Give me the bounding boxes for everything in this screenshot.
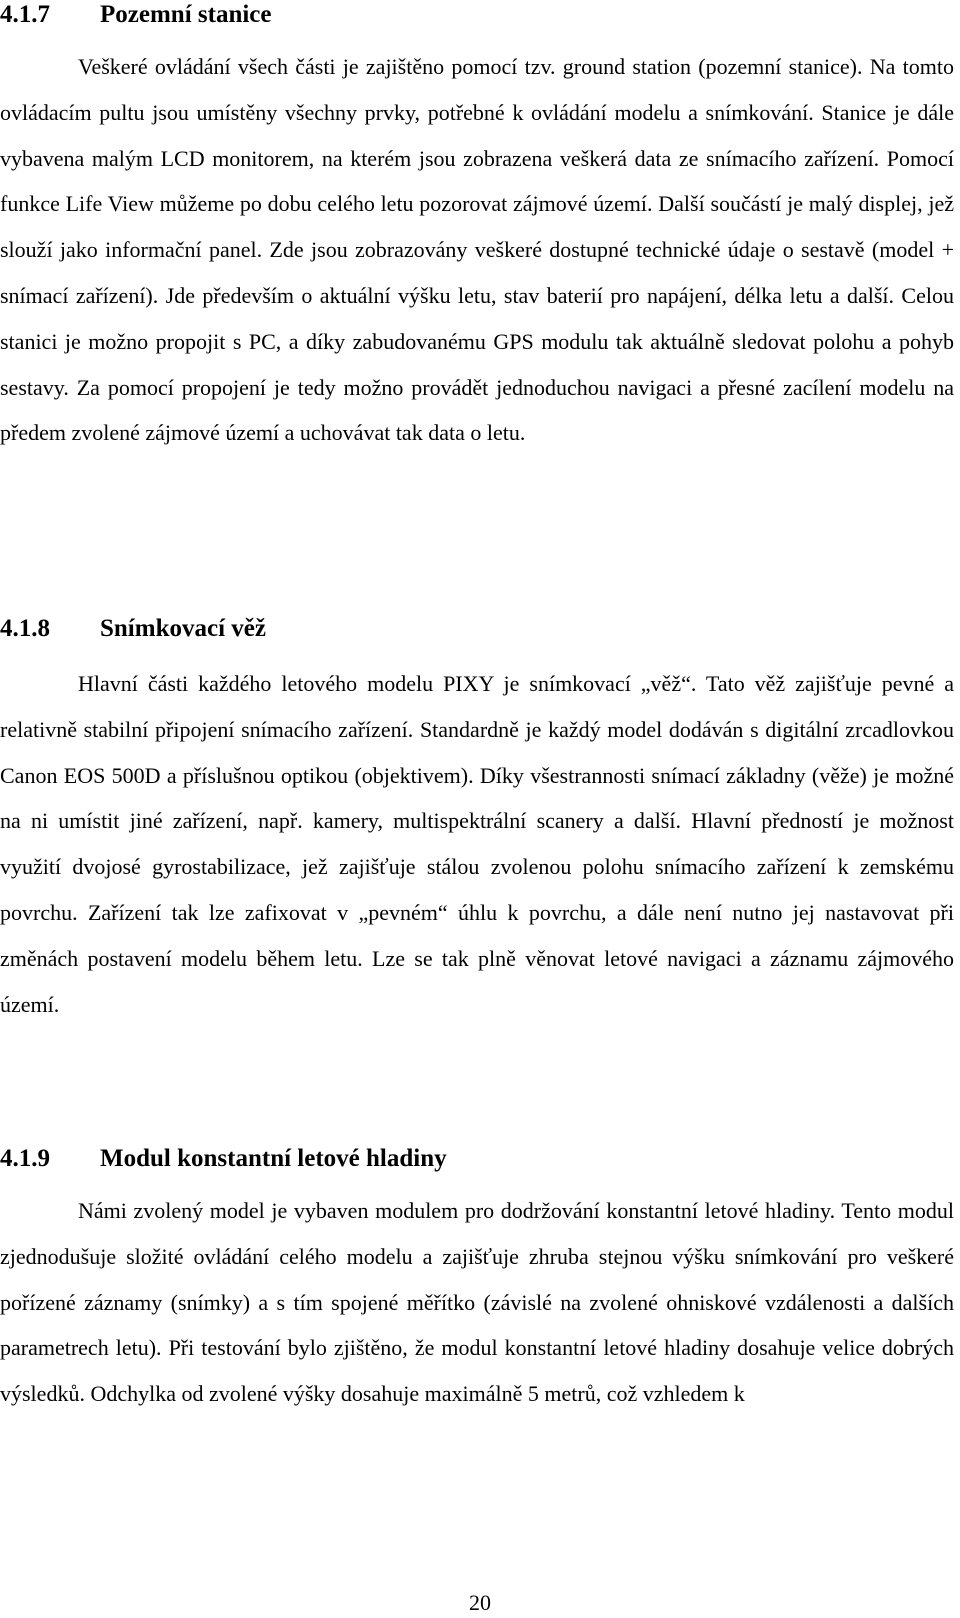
- section-heading-4-1-7: [0, 0, 271, 30]
- section-number: 4.1.8: [0, 615, 50, 642]
- section-paragraph-4-1-9: Námi zvolený model je vybaven modulem pro dodržování konstantní letové hladiny. Tento modul zjednodušuje složité ovládání celého modelu a zajišťuje zhruba stejnou výšku snímkování pro veškeré pořízené záznamy (snímky) a s tím spojené měřítko (závislé na zvolené ohniskové vzdálenosti a dalších parametrech letu). Při testování bylo zjištěno, že modul konstantní letové hladiny dosahuje velice dobrých výsledků. Odchylka od zvolené výšky dosahuje maximálně 5 metrů, což vzhledem k: [0, 1198, 954, 1407]
- section-number: 4.1.9: [0, 1145, 50, 1172]
- section-heading-4-1-8: [0, 614, 266, 644]
- section-title: Modul konstantní letové hladiny: [100, 1145, 447, 1172]
- section-number: 4.1.7: [0, 1, 50, 28]
- section-title: Snímkovací věž: [100, 615, 266, 642]
- section-paragraph-4-1-7: Veškeré ovládání všech části je zajištěno pomocí tzv. ground station (pozemní stanice). Na tomto ovládacím pultu jsou umístěny všechny prvky, potřebné k ovládání modelu a snímkování. Stanice je dále vybavena malým LCD monitorem, na kterém jsou zobrazena veškerá data ze snímacího zařízení. Pomocí funkce Life View můžeme po dobu celého letu pozorovat zájmové území. Další součástí je malý displej, jež slouží jako informační panel. Zde jsou zobrazovány veškeré dostupné technické údaje o sestavě (model + snímací zařízení). Jde především o aktuální výšku letu, stav baterií pro napájení, délka letu a další. Celou stanici je možno propojit s PC, a díky zabudovanému GPS modulu tak aktuálně sledovat polohu a pohyb sestavy. Za pomocí propojení je tedy možno provádět jednoduchou navigaci a přesné zacílení modelu na předem zvolené zájmové území a uchovávat tak data o letu.: [0, 54, 954, 446]
- section-title: Pozemní stanice: [100, 1, 272, 28]
- section-heading-4-1-9: [0, 1144, 447, 1174]
- page-number: 20: [469, 1590, 491, 1615]
- section-paragraph-4-1-8: Hlavní části každého letového modelu PIXY je snímkovací „věž“. Tato věž zajišťuje pevné a relativně stabilní připojení snímacího zařízení. Standardně je každý model dodáván s digitální zrcadlovkou Canon EOS 500D a příslušnou optikou (objektivem). Díky všestrannosti snímací základny (věže) je možné na ni umístit jiné zařízení, např. kamery, multispektrální scanery a další. Hlavní předností je možnost využití dvojosé gyrostabilizace, jež zajišťuje stálou zvolenou polohu snímacího zařízení k zemskému povrchu. Zařízení tak lze zafixovat v „pevném“ úhlu k povrchu, a dále není nutno jej nastavovat při změnách postavení modelu během letu. Lze se tak plně věnovat letové navigaci a záznamu zájmového území.: [0, 671, 954, 1017]
